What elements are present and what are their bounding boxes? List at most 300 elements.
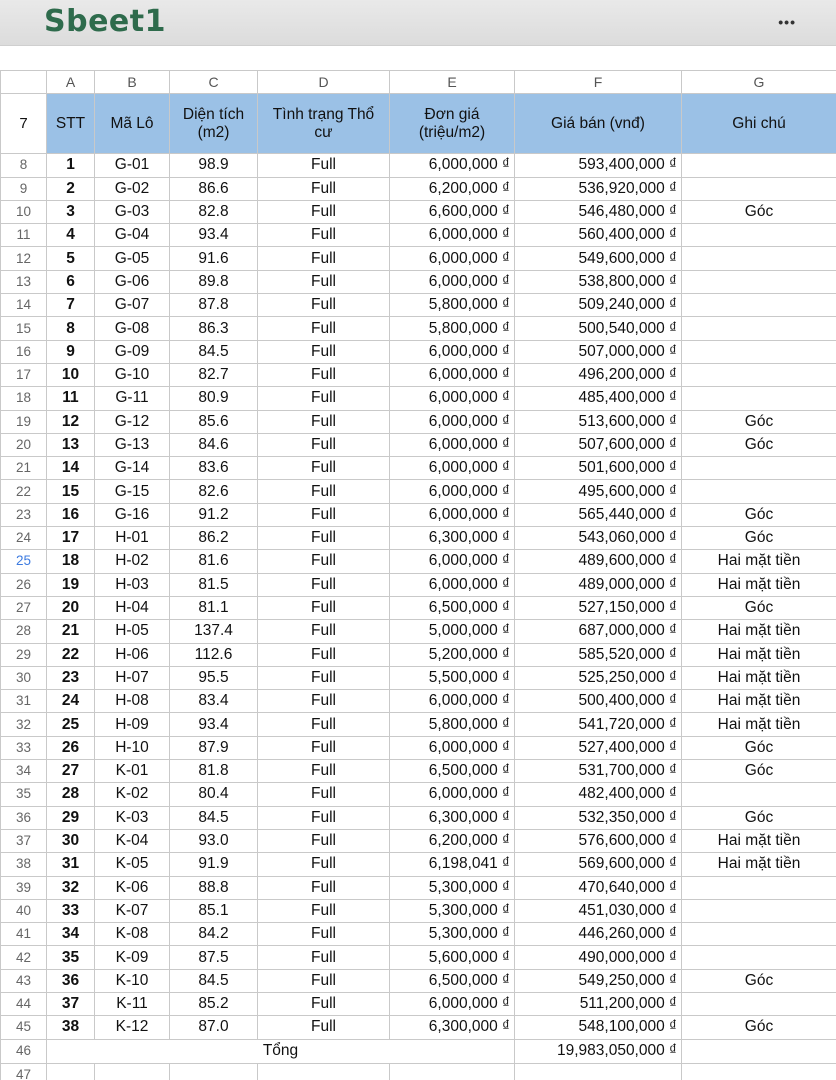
cell-ma-lo[interactable]: K-03 — [95, 806, 170, 829]
cell-dien-tich[interactable]: 89.8 — [170, 270, 258, 293]
row-number[interactable]: 13 — [1, 270, 47, 293]
cell-gia-ban[interactable]: 513,600,000 ₫ — [515, 410, 682, 433]
cell-ma-lo[interactable]: G-16 — [95, 503, 170, 526]
cell-don-gia[interactable]: 6,000,000 ₫ — [390, 736, 515, 759]
cell-tinh-trang[interactable]: Full — [258, 480, 390, 503]
cell-ghi-chu[interactable] — [682, 224, 836, 247]
cell-tinh-trang[interactable]: Full — [258, 620, 390, 643]
row-number[interactable]: 45 — [1, 1016, 47, 1039]
cell-empty[interactable] — [682, 1063, 836, 1080]
cell-tinh-trang[interactable]: Full — [258, 457, 390, 480]
total-label[interactable]: Tổng — [47, 1039, 515, 1063]
cell-stt[interactable]: 34 — [47, 923, 95, 946]
cell-don-gia[interactable]: 6,000,000 ₫ — [390, 387, 515, 410]
cell-stt[interactable]: 18 — [47, 550, 95, 573]
row-number[interactable]: 8 — [1, 154, 47, 177]
cell-don-gia[interactable]: 6,500,000 ₫ — [390, 596, 515, 619]
cell-ghi-chu[interactable] — [682, 387, 836, 410]
cell-tinh-trang[interactable]: Full — [258, 387, 390, 410]
cell-stt[interactable]: 36 — [47, 969, 95, 992]
cell-dien-tich[interactable]: 93.0 — [170, 829, 258, 852]
cell-tinh-trang[interactable]: Full — [258, 923, 390, 946]
cell-ghi-chu[interactable]: Góc — [682, 969, 836, 992]
cell-empty[interactable] — [390, 1063, 515, 1080]
row-number[interactable]: 33 — [1, 736, 47, 759]
cell-ma-lo[interactable]: K-05 — [95, 853, 170, 876]
cell-ma-lo[interactable]: G-07 — [95, 294, 170, 317]
total-value[interactable]: 19,983,050,000 ₫ — [515, 1039, 682, 1063]
cell-dien-tich[interactable]: 87.9 — [170, 736, 258, 759]
cell-ghi-chu[interactable] — [682, 992, 836, 1015]
cell-don-gia[interactable]: 6,000,000 ₫ — [390, 783, 515, 806]
header-tinh-trang[interactable]: Tình trạng Thổ cư — [258, 94, 390, 154]
cell-don-gia[interactable]: 6,600,000 ₫ — [390, 200, 515, 223]
cell-stt[interactable]: 17 — [47, 527, 95, 550]
cell-ma-lo[interactable]: G-12 — [95, 410, 170, 433]
cell-tinh-trang[interactable]: Full — [258, 690, 390, 713]
cell-ghi-chu[interactable] — [682, 317, 836, 340]
cell-gia-ban[interactable]: 546,480,000 ₫ — [515, 200, 682, 223]
cell-stt[interactable]: 32 — [47, 876, 95, 899]
select-all-corner[interactable] — [1, 71, 47, 94]
cell-dien-tich[interactable]: 84.6 — [170, 433, 258, 456]
row-number[interactable]: 28 — [1, 620, 47, 643]
cell-stt[interactable]: 10 — [47, 363, 95, 386]
cell-don-gia[interactable]: 6,000,000 ₫ — [390, 992, 515, 1015]
cell-empty[interactable] — [682, 1039, 836, 1063]
row-number[interactable]: 21 — [1, 457, 47, 480]
cell-don-gia[interactable]: 6,000,000 ₫ — [390, 480, 515, 503]
cell-ghi-chu[interactable]: Hai mặt tiền — [682, 620, 836, 643]
cell-tinh-trang[interactable]: Full — [258, 154, 390, 177]
cell-dien-tich[interactable]: 91.2 — [170, 503, 258, 526]
cell-don-gia[interactable]: 6,200,000 ₫ — [390, 177, 515, 200]
cell-don-gia[interactable]: 6,500,000 ₫ — [390, 969, 515, 992]
cell-stt[interactable]: 8 — [47, 317, 95, 340]
cell-ma-lo[interactable]: G-06 — [95, 270, 170, 293]
cell-ma-lo[interactable]: G-02 — [95, 177, 170, 200]
row-number[interactable]: 9 — [1, 177, 47, 200]
cell-tinh-trang[interactable]: Full — [258, 550, 390, 573]
cell-tinh-trang[interactable]: Full — [258, 946, 390, 969]
cell-gia-ban[interactable]: 489,000,000 ₫ — [515, 573, 682, 596]
cell-tinh-trang[interactable]: Full — [258, 340, 390, 363]
cell-stt[interactable]: 11 — [47, 387, 95, 410]
cell-ma-lo[interactable]: G-01 — [95, 154, 170, 177]
cell-dien-tich[interactable]: 91.9 — [170, 853, 258, 876]
cell-ma-lo[interactable]: G-04 — [95, 224, 170, 247]
cell-tinh-trang[interactable]: Full — [258, 876, 390, 899]
cell-don-gia[interactable]: 5,200,000 ₫ — [390, 643, 515, 666]
row-number[interactable]: 24 — [1, 527, 47, 550]
cell-ghi-chu[interactable]: Góc — [682, 503, 836, 526]
cell-don-gia[interactable]: 5,500,000 ₫ — [390, 666, 515, 689]
cell-gia-ban[interactable]: 482,400,000 ₫ — [515, 783, 682, 806]
cell-ghi-chu[interactable]: Hai mặt tiền — [682, 853, 836, 876]
row-number[interactable]: 22 — [1, 480, 47, 503]
header-gia-ban[interactable]: Giá bán (vnđ) — [515, 94, 682, 154]
cell-dien-tich[interactable]: 112.6 — [170, 643, 258, 666]
cell-ghi-chu[interactable] — [682, 899, 836, 922]
cell-stt[interactable]: 7 — [47, 294, 95, 317]
cell-stt[interactable]: 35 — [47, 946, 95, 969]
cell-ghi-chu[interactable]: Hai mặt tiền — [682, 666, 836, 689]
cell-gia-ban[interactable]: 536,920,000 ₫ — [515, 177, 682, 200]
cell-tinh-trang[interactable]: Full — [258, 969, 390, 992]
cell-ma-lo[interactable]: K-11 — [95, 992, 170, 1015]
cell-stt[interactable]: 27 — [47, 760, 95, 783]
cell-ma-lo[interactable]: H-01 — [95, 527, 170, 550]
cell-gia-ban[interactable]: 470,640,000 ₫ — [515, 876, 682, 899]
cell-ghi-chu[interactable] — [682, 457, 836, 480]
cell-ma-lo[interactable]: H-08 — [95, 690, 170, 713]
cell-stt[interactable]: 14 — [47, 457, 95, 480]
cell-tinh-trang[interactable]: Full — [258, 247, 390, 270]
cell-stt[interactable]: 19 — [47, 573, 95, 596]
cell-don-gia[interactable]: 6,000,000 ₫ — [390, 224, 515, 247]
cell-ma-lo[interactable]: K-08 — [95, 923, 170, 946]
cell-tinh-trang[interactable]: Full — [258, 853, 390, 876]
row-number[interactable]: 46 — [1, 1039, 47, 1063]
more-menu-icon[interactable]: ••• — [778, 14, 796, 30]
cell-gia-ban[interactable]: 565,440,000 ₫ — [515, 503, 682, 526]
cell-tinh-trang[interactable]: Full — [258, 177, 390, 200]
cell-ghi-chu[interactable] — [682, 946, 836, 969]
cell-tinh-trang[interactable]: Full — [258, 760, 390, 783]
cell-ma-lo[interactable]: H-02 — [95, 550, 170, 573]
cell-dien-tich[interactable]: 86.6 — [170, 177, 258, 200]
cell-gia-ban[interactable]: 451,030,000 ₫ — [515, 899, 682, 922]
cell-dien-tich[interactable]: 86.2 — [170, 527, 258, 550]
cell-stt[interactable]: 23 — [47, 666, 95, 689]
cell-gia-ban[interactable]: 541,720,000 ₫ — [515, 713, 682, 736]
cell-tinh-trang[interactable]: Full — [258, 899, 390, 922]
cell-ghi-chu[interactable]: Hai mặt tiền — [682, 573, 836, 596]
cell-ghi-chu[interactable]: Góc — [682, 527, 836, 550]
cell-don-gia[interactable]: 6,000,000 ₫ — [390, 433, 515, 456]
cell-don-gia[interactable]: 6,198,041 ₫ — [390, 853, 515, 876]
cell-ghi-chu[interactable]: Góc — [682, 1016, 836, 1039]
cell-ghi-chu[interactable] — [682, 270, 836, 293]
cell-gia-ban[interactable]: 543,060,000 ₫ — [515, 527, 682, 550]
cell-dien-tich[interactable]: 86.3 — [170, 317, 258, 340]
cell-don-gia[interactable]: 5,600,000 ₫ — [390, 946, 515, 969]
cell-gia-ban[interactable]: 500,400,000 ₫ — [515, 690, 682, 713]
cell-ghi-chu[interactable] — [682, 923, 836, 946]
column-header-d[interactable]: D — [258, 71, 390, 94]
cell-ma-lo[interactable]: K-06 — [95, 876, 170, 899]
cell-ghi-chu[interactable] — [682, 783, 836, 806]
cell-dien-tich[interactable]: 81.8 — [170, 760, 258, 783]
row-number[interactable]: 29 — [1, 643, 47, 666]
cell-gia-ban[interactable]: 549,600,000 ₫ — [515, 247, 682, 270]
cell-ma-lo[interactable]: H-03 — [95, 573, 170, 596]
cell-don-gia[interactable]: 6,000,000 ₫ — [390, 363, 515, 386]
cell-stt[interactable]: 37 — [47, 992, 95, 1015]
cell-ma-lo[interactable]: K-12 — [95, 1016, 170, 1039]
cell-dien-tich[interactable]: 83.4 — [170, 690, 258, 713]
cell-ma-lo[interactable]: H-07 — [95, 666, 170, 689]
row-number[interactable]: 44 — [1, 992, 47, 1015]
cell-ma-lo[interactable]: H-10 — [95, 736, 170, 759]
cell-dien-tich[interactable]: 87.8 — [170, 294, 258, 317]
cell-don-gia[interactable]: 6,000,000 ₫ — [390, 410, 515, 433]
cell-tinh-trang[interactable]: Full — [258, 713, 390, 736]
cell-don-gia[interactable]: 6,500,000 ₫ — [390, 760, 515, 783]
cell-don-gia[interactable]: 5,000,000 ₫ — [390, 620, 515, 643]
row-number[interactable]: 18 — [1, 387, 47, 410]
cell-don-gia[interactable]: 5,300,000 ₫ — [390, 923, 515, 946]
cell-ghi-chu[interactable]: Hai mặt tiền — [682, 690, 836, 713]
cell-dien-tich[interactable]: 82.8 — [170, 200, 258, 223]
cell-tinh-trang[interactable]: Full — [258, 573, 390, 596]
cell-ma-lo[interactable]: K-04 — [95, 829, 170, 852]
cell-gia-ban[interactable]: 532,350,000 ₫ — [515, 806, 682, 829]
row-number[interactable]: 19 — [1, 410, 47, 433]
row-number[interactable]: 27 — [1, 596, 47, 619]
cell-dien-tich[interactable]: 84.2 — [170, 923, 258, 946]
cell-tinh-trang[interactable]: Full — [258, 294, 390, 317]
cell-gia-ban[interactable]: 490,000,000 ₫ — [515, 946, 682, 969]
cell-ghi-chu[interactable]: Góc — [682, 736, 836, 759]
cell-ma-lo[interactable]: G-15 — [95, 480, 170, 503]
cell-don-gia[interactable]: 6,300,000 ₫ — [390, 1016, 515, 1039]
cell-ghi-chu[interactable]: Góc — [682, 433, 836, 456]
cell-don-gia[interactable]: 6,000,000 ₫ — [390, 154, 515, 177]
cell-don-gia[interactable]: 6,300,000 ₫ — [390, 527, 515, 550]
row-number[interactable]: 23 — [1, 503, 47, 526]
cell-don-gia[interactable]: 5,300,000 ₫ — [390, 899, 515, 922]
cell-ghi-chu[interactable] — [682, 363, 836, 386]
cell-dien-tich[interactable]: 98.9 — [170, 154, 258, 177]
cell-dien-tich[interactable]: 85.1 — [170, 899, 258, 922]
cell-tinh-trang[interactable]: Full — [258, 736, 390, 759]
cell-ghi-chu[interactable]: Góc — [682, 806, 836, 829]
cell-don-gia[interactable]: 5,800,000 ₫ — [390, 294, 515, 317]
cell-gia-ban[interactable]: 496,200,000 ₫ — [515, 363, 682, 386]
cell-ma-lo[interactable]: K-02 — [95, 783, 170, 806]
cell-ma-lo[interactable]: G-13 — [95, 433, 170, 456]
cell-ma-lo[interactable]: K-01 — [95, 760, 170, 783]
cell-don-gia[interactable]: 6,000,000 ₫ — [390, 690, 515, 713]
column-header-c[interactable]: C — [170, 71, 258, 94]
cell-gia-ban[interactable]: 501,600,000 ₫ — [515, 457, 682, 480]
cell-gia-ban[interactable]: 687,000,000 ₫ — [515, 620, 682, 643]
cell-tinh-trang[interactable]: Full — [258, 224, 390, 247]
cell-stt[interactable]: 13 — [47, 433, 95, 456]
header-don-gia[interactable]: Đơn giá (triệu/m2) — [390, 94, 515, 154]
row-number[interactable]: 41 — [1, 923, 47, 946]
cell-gia-ban[interactable]: 548,100,000 ₫ — [515, 1016, 682, 1039]
cell-don-gia[interactable]: 5,800,000 ₫ — [390, 713, 515, 736]
cell-ghi-chu[interactable]: Góc — [682, 760, 836, 783]
cell-don-gia[interactable]: 6,200,000 ₫ — [390, 829, 515, 852]
cell-stt[interactable]: 24 — [47, 690, 95, 713]
cell-tinh-trang[interactable]: Full — [258, 270, 390, 293]
cell-tinh-trang[interactable]: Full — [258, 806, 390, 829]
cell-stt[interactable]: 21 — [47, 620, 95, 643]
cell-ma-lo[interactable]: H-09 — [95, 713, 170, 736]
cell-ghi-chu[interactable]: Hai mặt tiền — [682, 550, 836, 573]
cell-stt[interactable]: 28 — [47, 783, 95, 806]
cell-dien-tich[interactable]: 81.1 — [170, 596, 258, 619]
cell-stt[interactable]: 22 — [47, 643, 95, 666]
header-stt[interactable]: STT — [47, 94, 95, 154]
cell-gia-ban[interactable]: 507,600,000 ₫ — [515, 433, 682, 456]
header-ma-lo[interactable]: Mã Lô — [95, 94, 170, 154]
cell-stt[interactable]: 15 — [47, 480, 95, 503]
cell-stt[interactable]: 16 — [47, 503, 95, 526]
cell-gia-ban[interactable]: 495,600,000 ₫ — [515, 480, 682, 503]
cell-ghi-chu[interactable]: Hai mặt tiền — [682, 713, 836, 736]
cell-empty[interactable] — [95, 1063, 170, 1080]
cell-dien-tich[interactable]: 85.2 — [170, 992, 258, 1015]
cell-don-gia[interactable]: 6,000,000 ₫ — [390, 573, 515, 596]
cell-ghi-chu[interactable] — [682, 340, 836, 363]
cell-don-gia[interactable]: 6,000,000 ₫ — [390, 550, 515, 573]
cell-don-gia[interactable]: 5,800,000 ₫ — [390, 317, 515, 340]
cell-ghi-chu[interactable] — [682, 154, 836, 177]
row-number[interactable]: 30 — [1, 666, 47, 689]
cell-ghi-chu[interactable] — [682, 177, 836, 200]
cell-tinh-trang[interactable]: Full — [258, 317, 390, 340]
column-header-a[interactable]: A — [47, 71, 95, 94]
cell-empty[interactable] — [258, 1063, 390, 1080]
cell-tinh-trang[interactable]: Full — [258, 783, 390, 806]
cell-ghi-chu[interactable] — [682, 294, 836, 317]
cell-dien-tich[interactable]: 80.9 — [170, 387, 258, 410]
cell-ghi-chu[interactable]: Góc — [682, 596, 836, 619]
cell-ma-lo[interactable]: K-09 — [95, 946, 170, 969]
row-number[interactable]: 42 — [1, 946, 47, 969]
cell-gia-ban[interactable]: 585,520,000 ₫ — [515, 643, 682, 666]
row-number[interactable]: 36 — [1, 806, 47, 829]
cell-ghi-chu[interactable]: Hai mặt tiền — [682, 643, 836, 666]
cell-dien-tich[interactable]: 85.6 — [170, 410, 258, 433]
row-number[interactable]: 20 — [1, 433, 47, 456]
row-number[interactable]: 10 — [1, 200, 47, 223]
cell-ma-lo[interactable]: G-10 — [95, 363, 170, 386]
cell-tinh-trang[interactable]: Full — [258, 643, 390, 666]
cell-gia-ban[interactable]: 525,250,000 ₫ — [515, 666, 682, 689]
cell-tinh-trang[interactable]: Full — [258, 410, 390, 433]
row-number[interactable]: 38 — [1, 853, 47, 876]
column-header-e[interactable]: E — [390, 71, 515, 94]
cell-stt[interactable]: 25 — [47, 713, 95, 736]
cell-dien-tich[interactable]: 81.5 — [170, 573, 258, 596]
cell-gia-ban[interactable]: 576,600,000 ₫ — [515, 829, 682, 852]
column-header-g[interactable]: G — [682, 71, 836, 94]
row-number[interactable]: 31 — [1, 690, 47, 713]
row-number[interactable]: 34 — [1, 760, 47, 783]
cell-dien-tich[interactable]: 84.5 — [170, 806, 258, 829]
cell-gia-ban[interactable]: 511,200,000 ₫ — [515, 992, 682, 1015]
cell-dien-tich[interactable]: 81.6 — [170, 550, 258, 573]
cell-stt[interactable]: 4 — [47, 224, 95, 247]
header-ghi-chu[interactable]: Ghi chú — [682, 94, 836, 154]
cell-gia-ban[interactable]: 489,600,000 ₫ — [515, 550, 682, 573]
cell-dien-tich[interactable]: 82.6 — [170, 480, 258, 503]
cell-dien-tich[interactable]: 84.5 — [170, 340, 258, 363]
row-number[interactable]: 26 — [1, 573, 47, 596]
row-number[interactable]: 47 — [1, 1063, 47, 1080]
cell-ma-lo[interactable]: H-06 — [95, 643, 170, 666]
row-number[interactable]: 40 — [1, 899, 47, 922]
cell-stt[interactable]: 31 — [47, 853, 95, 876]
cell-dien-tich[interactable]: 87.0 — [170, 1016, 258, 1039]
cell-dien-tich[interactable]: 88.8 — [170, 876, 258, 899]
cell-dien-tich[interactable]: 83.6 — [170, 457, 258, 480]
header-dien-tich[interactable]: Diện tích (m2) — [170, 94, 258, 154]
cell-tinh-trang[interactable]: Full — [258, 200, 390, 223]
cell-ma-lo[interactable]: G-05 — [95, 247, 170, 270]
cell-gia-ban[interactable]: 569,600,000 ₫ — [515, 853, 682, 876]
cell-dien-tich[interactable]: 93.4 — [170, 713, 258, 736]
sheet-tab-title[interactable]: Sbeet1 — [44, 4, 166, 39]
cell-dien-tich[interactable]: 137.4 — [170, 620, 258, 643]
cell-tinh-trang[interactable]: Full — [258, 829, 390, 852]
row-number[interactable]: 39 — [1, 876, 47, 899]
cell-ma-lo[interactable]: H-05 — [95, 620, 170, 643]
cell-gia-ban[interactable]: 531,700,000 ₫ — [515, 760, 682, 783]
cell-stt[interactable]: 9 — [47, 340, 95, 363]
row-number[interactable]: 43 — [1, 969, 47, 992]
cell-ma-lo[interactable]: G-14 — [95, 457, 170, 480]
cell-gia-ban[interactable]: 593,400,000 ₫ — [515, 154, 682, 177]
cell-ma-lo[interactable]: K-07 — [95, 899, 170, 922]
cell-ma-lo[interactable]: G-03 — [95, 200, 170, 223]
cell-ghi-chu[interactable]: Góc — [682, 200, 836, 223]
cell-don-gia[interactable]: 6,000,000 ₫ — [390, 457, 515, 480]
cell-dien-tich[interactable]: 87.5 — [170, 946, 258, 969]
cell-stt[interactable]: 33 — [47, 899, 95, 922]
cell-tinh-trang[interactable]: Full — [258, 992, 390, 1015]
cell-ma-lo[interactable]: G-08 — [95, 317, 170, 340]
cell-don-gia[interactable]: 6,000,000 ₫ — [390, 270, 515, 293]
cell-stt[interactable]: 3 — [47, 200, 95, 223]
cell-gia-ban[interactable]: 485,400,000 ₫ — [515, 387, 682, 410]
cell-don-gia[interactable]: 6,000,000 ₫ — [390, 247, 515, 270]
column-header-b[interactable]: B — [95, 71, 170, 94]
cell-stt[interactable]: 12 — [47, 410, 95, 433]
cell-stt[interactable]: 5 — [47, 247, 95, 270]
column-header-f[interactable]: F — [515, 71, 682, 94]
row-number[interactable]: 25 — [1, 550, 47, 573]
cell-dien-tich[interactable]: 82.7 — [170, 363, 258, 386]
cell-ma-lo[interactable]: H-04 — [95, 596, 170, 619]
cell-tinh-trang[interactable]: Full — [258, 433, 390, 456]
cell-ghi-chu[interactable]: Hai mặt tiền — [682, 829, 836, 852]
cell-gia-ban[interactable]: 527,150,000 ₫ — [515, 596, 682, 619]
cell-gia-ban[interactable]: 527,400,000 ₫ — [515, 736, 682, 759]
row-number[interactable]: 11 — [1, 224, 47, 247]
cell-don-gia[interactable]: 6,000,000 ₫ — [390, 340, 515, 363]
cell-stt[interactable]: 29 — [47, 806, 95, 829]
cell-gia-ban[interactable]: 500,540,000 ₫ — [515, 317, 682, 340]
row-number[interactable]: 17 — [1, 363, 47, 386]
cell-tinh-trang[interactable]: Full — [258, 596, 390, 619]
cell-gia-ban[interactable]: 538,800,000 ₫ — [515, 270, 682, 293]
cell-ghi-chu[interactable] — [682, 480, 836, 503]
cell-stt[interactable]: 20 — [47, 596, 95, 619]
cell-gia-ban[interactable]: 507,000,000 ₫ — [515, 340, 682, 363]
cell-stt[interactable]: 30 — [47, 829, 95, 852]
cell-gia-ban[interactable]: 509,240,000 ₫ — [515, 294, 682, 317]
cell-dien-tich[interactable]: 93.4 — [170, 224, 258, 247]
row-number[interactable]: 32 — [1, 713, 47, 736]
cell-dien-tich[interactable]: 91.6 — [170, 247, 258, 270]
cell-gia-ban[interactable]: 560,400,000 ₫ — [515, 224, 682, 247]
